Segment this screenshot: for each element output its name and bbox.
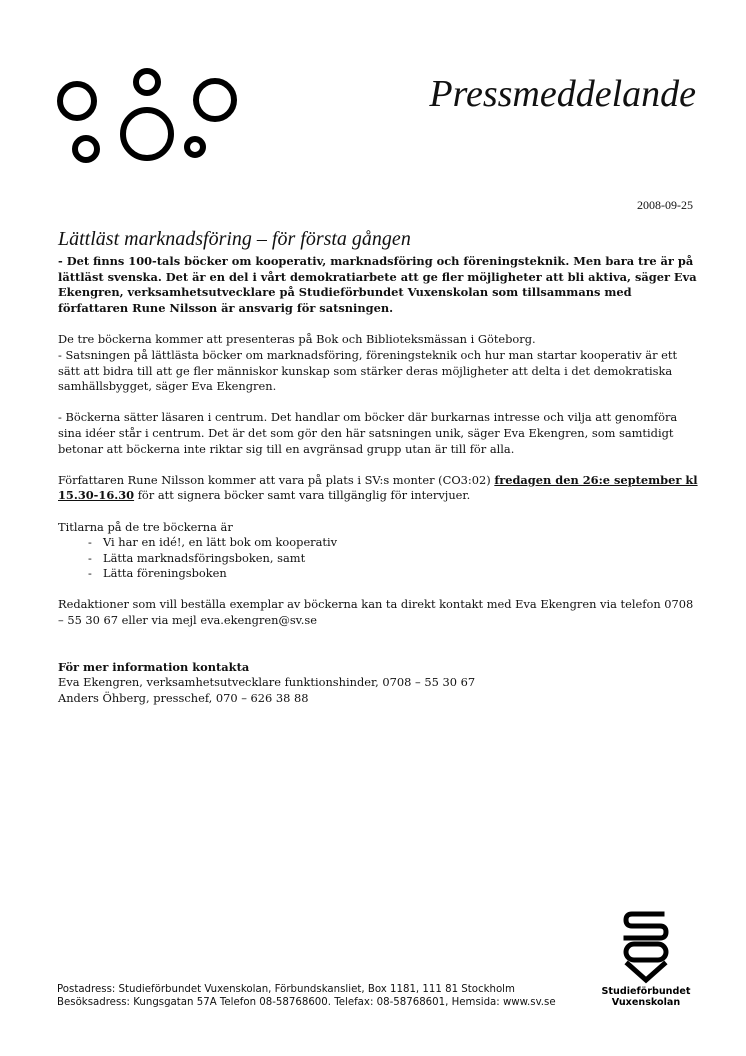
paragraph-centre: - Böckerna sätter läsaren i centrum. Det handlar om böcker där burkarnas intresse och vilja att genomföra sina idéer står i centrum. Det är det som gör den här satsningen unik, säger Eva Ekengren, som samtidigt betonar att böckerna inte riktar sig till en avgränsad grupp utan är till för alla. [58, 410, 678, 456]
signing-text-after: för att signera böcker samt vara tillgänglig för intervjuer. [134, 488, 471, 503]
bubbles-logo-icon [56, 66, 240, 170]
list-item: - Vi har en idé!, en lätt bok om kooperativ [88, 535, 698, 551]
paragraph-signing [58, 473, 698, 504]
sv-brand-line-2: Vuxenskolan [611, 996, 681, 1008]
document-type-heading: Pressmeddelande [429, 73, 696, 115]
titles-intro: Titlarna på de tre böckerna är [58, 519, 233, 534]
release-date: 2008-09-25 [637, 198, 693, 212]
paragraph-intro: De tre böckerna kommer att presenteras på Bok och Biblioteksmässan i Göteborg. [58, 332, 536, 347]
footer-visit: Besöksadress: Kungsgatan 57A Telefon 08-58768600. Telefax: 08-58768601, Hemsida: www.sv.se [57, 997, 556, 1008]
signing-time: fredagen den 26:e september kl 15.30-16.30 [58, 472, 698, 503]
contact-heading: För mer information kontakta [58, 659, 250, 674]
article-body [58, 226, 698, 707]
list-item: - Lätta föreningsboken [88, 566, 698, 582]
footer-postal: Postadress: Studieförbundet Vuxenskolan, Förbundskansliet, Box 1181, 111 81 Stockholm [57, 984, 515, 995]
sv-brand-line-1: Studieförbundet [601, 986, 691, 997]
list-item: - Lätta marknadsföringsboken, samt [88, 551, 698, 567]
contact-line-2: Anders Öhberg, presschef, 070 – 626 38 88 [58, 691, 309, 706]
paragraph-quote: - Satsningen på lättlästa böcker om marknadsföring, föreningsteknik och hur man startar kooperativ är ett sätt att bidra till att ge fler människor kunskap som stärker deras möjligheter att delta i det demokratiska samhällsbygget, säger Eva Ekengren. [58, 347, 678, 394]
book-titles-list [58, 535, 698, 582]
sv-brand-name [593, 987, 699, 1008]
signing-text-before: Författaren Rune Nilsson kommer att vara på plats i SV:s monter (CO3:02) [58, 472, 495, 487]
paragraph-ordering: Redaktioner som vill beställa exemplar av böckerna kan ta direkt kontakt med Eva Ekengren via telefon 0708 – 55 30 67 eller via mejl eva.ekengren@sv.se [58, 597, 694, 628]
article-title: Lättläst marknadsföring – för första gången [58, 228, 411, 250]
footer-address [57, 983, 556, 1009]
contact-line-1: Eva Ekengren, verksamhetsutvecklare funktionshinder, 0708 – 55 30 67 [58, 675, 476, 690]
article-lead: - Det finns 100-tals böcker om kooperativ, marknadsföring och föreningsteknik. Men bara tre är på lättläst svenska. Det är en del i vårt demokratiarbete att ge fler möjligheter att bli aktiva, säger Eva Ekengren, verksamhetsutvecklare på Studieförbundet Vuxenskolan som tillsammans med författaren Rune Nilsson är ansvarig för satsningen. [58, 254, 697, 315]
